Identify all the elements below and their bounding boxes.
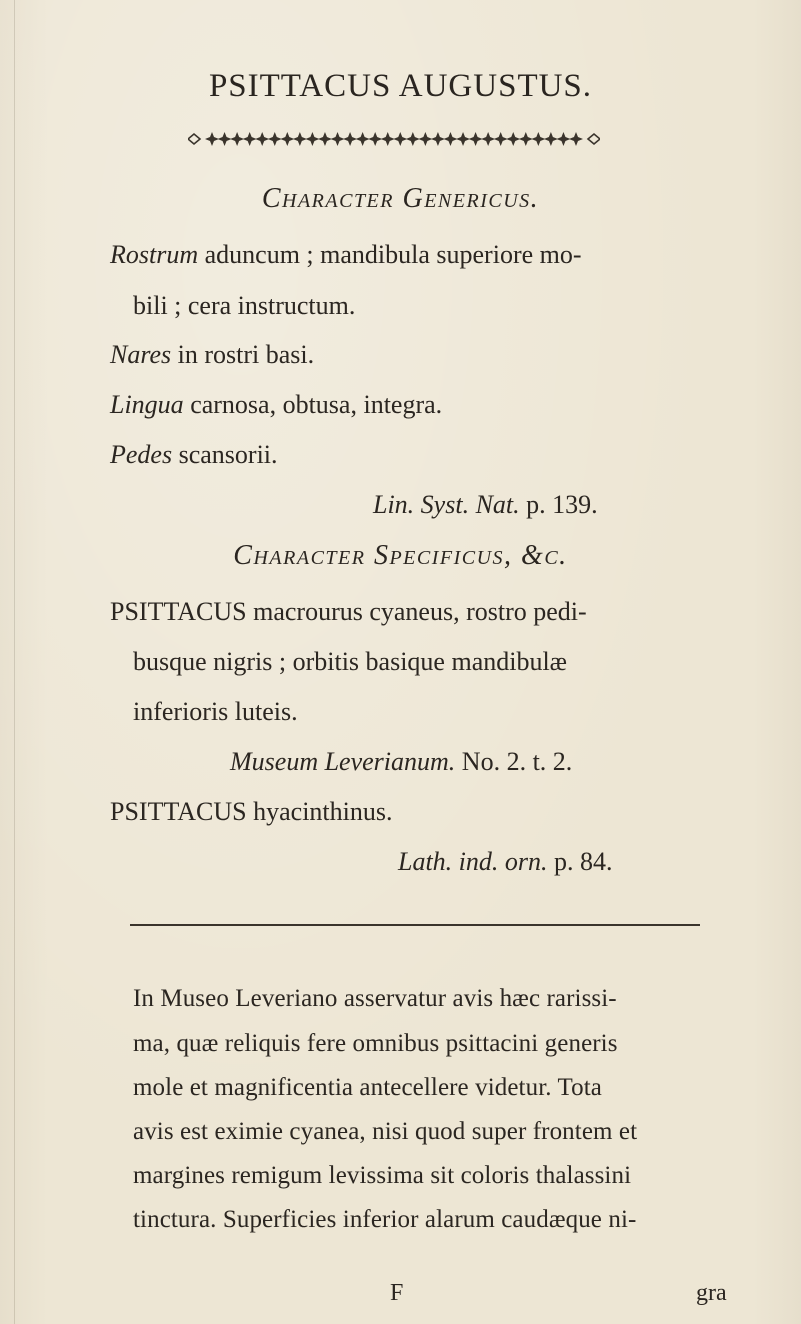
term-rostrum: Rostrum: [110, 240, 199, 269]
ornament-motif: [456, 132, 470, 146]
heading-character-specificus: Character Specificus, &c.: [233, 540, 568, 571]
ornament-motif: [469, 132, 483, 146]
ornament-motif: [431, 132, 445, 146]
specific-line-2: busque nigris ; orbitis basique mandibulæ: [133, 647, 568, 676]
body-line-1: In Museo Leveriano asservatur avis hæc rarissi-: [133, 985, 617, 1012]
specific-line-hyacinthinus: PSITTACUS hyacinthinus.: [110, 797, 393, 826]
ornament-motif: [305, 132, 319, 146]
ornament-motif: [506, 132, 520, 146]
body-line-2: ma, quæ reliquis fere omnibus psittacini generis: [133, 1030, 618, 1057]
body-line-3: mole et magnificentia antecellere videtur. Tota: [133, 1074, 602, 1101]
heading-character-genericus: Character Genericus.: [261, 183, 540, 214]
ornament-motif: [368, 132, 382, 146]
reference-linnaeus: [373, 490, 598, 520]
ornamental-rule-icon: [188, 124, 600, 154]
ornament-motif: [418, 132, 432, 146]
body-line-4: avis est eximie cyanea, nisi quod super frontem et: [133, 1118, 638, 1145]
ornament-motif: [544, 132, 558, 146]
ornament-motif: [569, 132, 583, 146]
text-lingua: carnosa, obtusa, integra.: [183, 390, 443, 419]
ornament-motif: [443, 132, 457, 146]
ornament-motif: [331, 132, 345, 146]
ornament-motif: [531, 132, 545, 146]
body-line-5: margines remigum levissima sit coloris thalassini: [133, 1162, 632, 1189]
reference-latham-title: Lath. ind. orn.: [398, 847, 548, 876]
catchword: gra: [696, 1280, 727, 1306]
ornament-motif: [556, 132, 570, 146]
ornament-motif: [381, 132, 395, 146]
generic-line-lingua: [110, 390, 442, 420]
ornament-end-right: [588, 134, 600, 144]
reference-museum-page: No. 2. t. 2.: [455, 747, 573, 776]
term-lingua: Lingua: [110, 390, 184, 419]
ornament-end-left: [188, 134, 200, 144]
generic-line-nares: [110, 340, 314, 370]
specific-line-1: PSITTACUS macrourus cyaneus, rostro pedi-: [110, 597, 587, 626]
text-bili: bili ; cera instructum.: [133, 291, 356, 320]
ornament-motif: [481, 132, 495, 146]
body-line-6: tinctura. Superficies inferior alarum caudæque ni-: [133, 1206, 637, 1233]
term-nares: Nares: [110, 340, 172, 369]
ornament-motif: [519, 132, 533, 146]
ornament-motif: [230, 132, 244, 146]
reference-museum-leverianum: [230, 747, 572, 777]
ornament-motif: [255, 132, 269, 146]
generic-line-bili: [133, 291, 355, 321]
ornament-motif: [293, 132, 307, 146]
reference-latham-page: p. 84.: [547, 847, 613, 876]
term-pedes: Pedes: [110, 440, 173, 469]
signature-mark: F: [390, 1280, 404, 1306]
generic-line-pedes: [110, 440, 278, 470]
text-rostrum: aduncum ; mandibula superiore mo-: [198, 240, 582, 269]
reference-latham: [398, 847, 613, 877]
ornament-motif: [318, 132, 332, 146]
text-nares: in rostri basi.: [171, 340, 315, 369]
running-title: PSITTACUS AUGUSTUS.: [208, 68, 593, 104]
ornament-motif: [494, 132, 508, 146]
ornament-motif: [268, 132, 282, 146]
ornament-motif: [343, 132, 357, 146]
ornament-motif: [205, 132, 219, 146]
reference-linnaeus-page: p. 139.: [519, 490, 598, 519]
ornament-motif: [280, 132, 294, 146]
section-rule: [130, 924, 700, 926]
ornament-motif: [243, 132, 257, 146]
specific-line-3: inferioris luteis.: [133, 697, 298, 726]
ornament-motif: [406, 132, 420, 146]
text-pedes: scansorii.: [172, 440, 278, 469]
generic-line-rostrum: [110, 240, 582, 270]
reference-linnaeus-title: Lin. Syst. Nat.: [373, 490, 520, 519]
ornament-motif: [393, 132, 407, 146]
reference-museum-title: Museum Leverianum.: [230, 747, 456, 776]
ornament-motif: [218, 132, 232, 146]
ornament-motif: [356, 132, 370, 146]
